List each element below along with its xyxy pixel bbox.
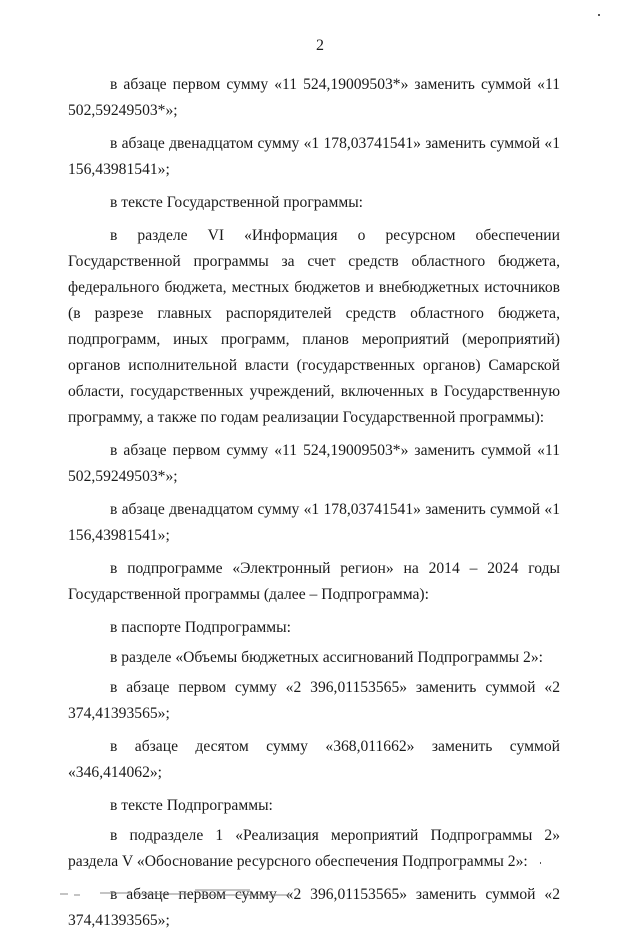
- scan-speck: [540, 862, 541, 864]
- paragraph: в абзаце двенадцатом сумму «1 178,03741541» заменить суммой «1 156,43981541»;: [68, 501, 560, 544]
- scan-noise-strip: [60, 884, 300, 898]
- paragraph: в абзаце первом сумму «11 524,19009503*» заменить суммой «11 502,59249503*»;: [68, 76, 560, 119]
- paragraph: в абзаце первом сумму «11 524,19009503*» заменить суммой «11 502,59249503*»;: [68, 442, 560, 485]
- document-body: [68, 72, 560, 941]
- scan-noise-graphic: [60, 884, 300, 898]
- paragraph: в паспорте Подпрограммы:: [110, 619, 291, 636]
- paragraph: в разделе VI «Информация о ресурсном обеспечении Государственной программы за счет средств областного бюджета, федерального бюджета, местных бюджетов и внебюджетных источников (в разрезе главных распорядителей средств областного бюджета, подпрограмм, иных программ, планов мероприятий (мероприятий) органов исполнительной власти (государственных органов) Самарской области, государственных учреждений, включенных в Государственную программу, а также по годам реализации Государственной программы):: [68, 227, 560, 426]
- paragraph: в подпрограмме «Электронный регион» на 2014 – 2024 годы Государственной программы (далее – Подпрограмма):: [68, 560, 560, 603]
- paragraph: в разделе «Объемы бюджетных ассигнований Подпрограммы 2»:: [110, 649, 543, 666]
- paragraph: в абзаце первом сумму «2 396,01153565» заменить суммой «2 374,41393565»;: [68, 679, 560, 722]
- scan-speck: [598, 14, 600, 16]
- paragraph: в абзаце первом сумму «2 396,01153565» заменить суммой «2 374,41393565»;: [68, 886, 560, 929]
- paragraph: в абзаце двенадцатом сумму «1 178,03741541» заменить суммой «1 156,43981541»;: [68, 135, 560, 178]
- paragraph: в тексте Государственной программы:: [110, 194, 364, 211]
- page-number: 2: [316, 37, 324, 54]
- paragraph: в тексте Подпрограммы:: [110, 797, 273, 814]
- paragraph: в абзаце десятом сумму «368,011662» заменить суммой «346,414062»;: [68, 738, 560, 781]
- paragraph: в подразделе 1 «Реализация мероприятий Подпрограммы 2» раздела V «Обоснование ресурсного обеспечения Подпрограммы 2»:: [68, 827, 560, 870]
